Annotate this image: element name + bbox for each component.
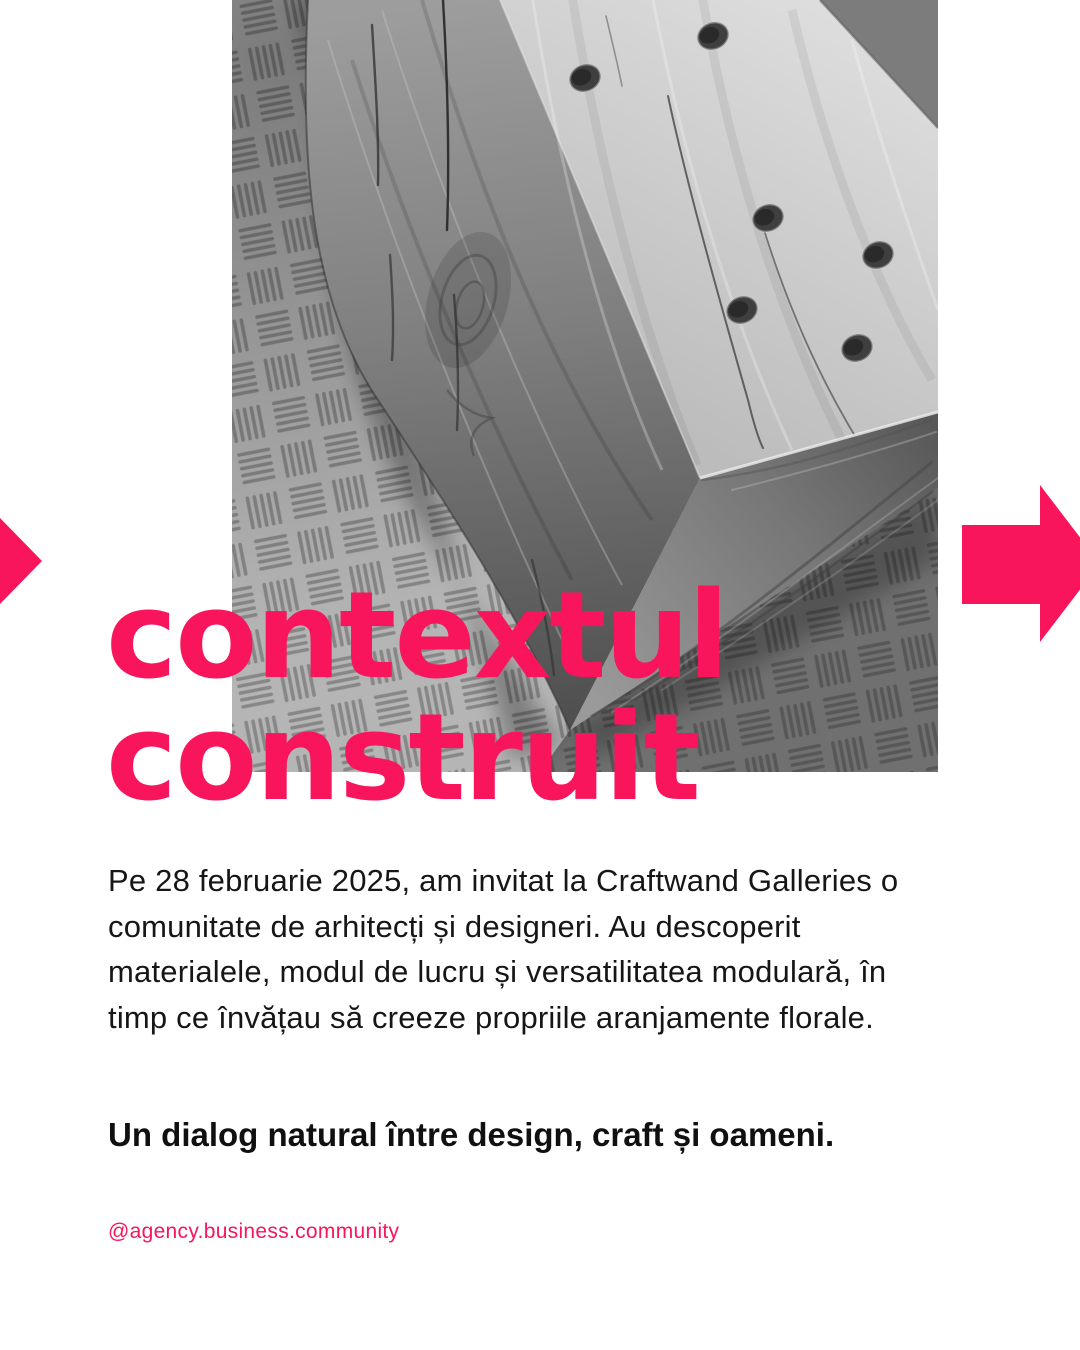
headline-line-2: construit	[106, 689, 699, 828]
headline-line-1: contextul	[106, 567, 728, 706]
left-edge-arrow-icon	[0, 518, 42, 604]
right-edge-arrow-icon	[962, 485, 1080, 642]
social-handle: @agency.business.community	[108, 1220, 400, 1243]
headline	[106, 567, 728, 828]
body-paragraph: Pe 28 februarie 2025, am invitat la Craftwand Galleries o comunitate de arhitecți și designeri. Au descoperit materialele, modul de lucru și versatilitatea modulară, în timp ce învățau să creeze propriile aranjamente florale.	[108, 863, 899, 1035]
emphasis-line: Un dialog natural între design, craft și oameni.	[108, 1116, 835, 1153]
